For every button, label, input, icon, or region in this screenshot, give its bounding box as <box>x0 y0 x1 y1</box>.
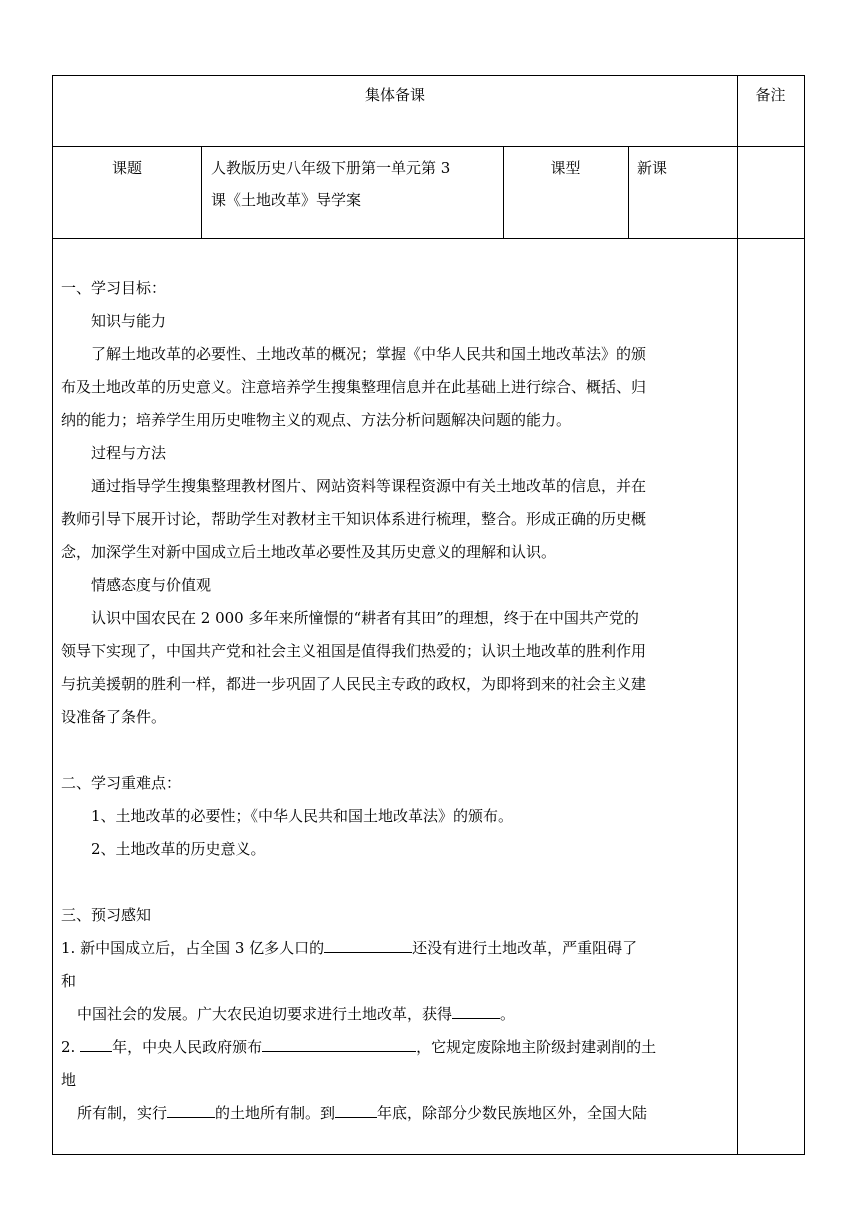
question-text: 1. 新中国成立后，占全国 3 亿多人口的 <box>61 939 325 957</box>
paragraph-line: 布及土地改革的历史意义。注意培养学生搜集整理信息并在此基础上进行综合、概括、归 <box>61 378 647 396</box>
paragraph-line: 纳的能力；培养学生用历史唯物主义的观点、方法分析问题解决问题的能力。 <box>61 411 572 429</box>
row-divider-header <box>53 146 804 147</box>
fill-blank[interactable] <box>335 1101 377 1118</box>
notes-column-divider <box>737 76 738 1154</box>
question-text: 的土地所有制。到 <box>215 1104 336 1122</box>
question-text: ，它规定废除地主阶级封建剥削的土 <box>416 1038 657 1056</box>
notes-label: 备注 <box>755 86 786 104</box>
question-text: 年底，除部分少数民族地区外，全国大陆 <box>377 1104 648 1122</box>
objective-knowledge-heading: 知识与能力 <box>91 312 167 330</box>
info-divider-3 <box>628 146 629 238</box>
paragraph-line: 认识中国农民在 2 000 多年来所憧憬的“耕者有其田”的理想，终于在中国共产党的 <box>91 609 639 627</box>
section1-heading: 一、学习目标： <box>61 279 167 297</box>
fill-blank[interactable] <box>324 936 412 953</box>
question-text: 。 <box>500 1005 516 1023</box>
row-divider-info <box>53 238 804 239</box>
section3-heading: 三、预习感知 <box>61 906 152 924</box>
lesson-plan-table <box>52 75 805 1155</box>
page-title: 集体备课 <box>364 86 425 104</box>
question-text: 所有制，实行 <box>77 1104 168 1122</box>
question-text: 和 <box>61 972 77 990</box>
question-text: 中国社会的发展。广大农民迫切要求进行土地改革，获得 <box>77 1005 453 1023</box>
paragraph-line: 领导下实现了，中国共产党和社会主义祖国是值得我们热爱的；认识土地改革的胜利作用 <box>61 642 647 660</box>
question-2-line2 <box>61 1064 737 1097</box>
objective-process-heading: 过程与方法 <box>91 444 167 462</box>
paragraph-line: 与抗美援朝的胜利一样，都进一步巩固了人民民主专政的政权，为即将到来的社会主义建 <box>61 675 647 693</box>
objective-attitude-heading: 情感态度与价值观 <box>91 576 212 594</box>
topic-label: 课题 <box>111 159 142 177</box>
type-label: 课型 <box>550 159 581 177</box>
paragraph-line: 教师引导下展开讨论，帮助学生对教材主干知识体系进行梳理，整合。形成正确的历史概 <box>61 510 647 528</box>
question-1-line1 <box>61 932 737 965</box>
key-point-1: 1、土地改革的必要性；《中华人民共和国土地改革法》的颁布。 <box>91 807 514 825</box>
question-text: 还没有进行土地改革，严重阻碍了 <box>412 939 638 957</box>
section2-heading: 二、学习重难点： <box>61 774 182 792</box>
fill-blank[interactable] <box>80 1035 112 1052</box>
question-text: 2. <box>61 1038 81 1056</box>
topic-value-line2: 课《土地改革》导学案 <box>211 191 362 209</box>
fill-blank[interactable] <box>452 1002 500 1019</box>
paragraph-line: 念，加深学生对新中国成立后土地改革必要性及其历史意义的理解和认识。 <box>61 543 557 561</box>
key-point-2: 2、土地改革的历史意义。 <box>91 840 266 858</box>
fill-blank[interactable] <box>262 1035 416 1052</box>
fill-blank[interactable] <box>167 1101 215 1118</box>
topic-value-line1: 人教版历史八年级下册第一单元第 3 <box>211 159 451 177</box>
lesson-content <box>61 272 737 1130</box>
question-2-line3 <box>61 1097 737 1130</box>
question-text: 年，中央人民政府颁布 <box>112 1038 263 1056</box>
paragraph-line: 了解土地改革的必要性、土地改革的概况；掌握《中华人民共和国土地改革法》的颁 <box>91 345 647 363</box>
question-1-line2 <box>61 965 737 998</box>
question-1-line3 <box>61 998 737 1031</box>
question-text: 地 <box>61 1071 77 1089</box>
paragraph-line: 通过指导学生搜集整理教材图片、网站资料等课程资源中有关土地改革的信息，并在 <box>91 477 647 495</box>
info-divider-1 <box>201 146 202 238</box>
type-value: 新课 <box>637 159 668 177</box>
paragraph-line: 设准备了条件。 <box>61 708 167 726</box>
question-2-line1 <box>61 1031 737 1064</box>
